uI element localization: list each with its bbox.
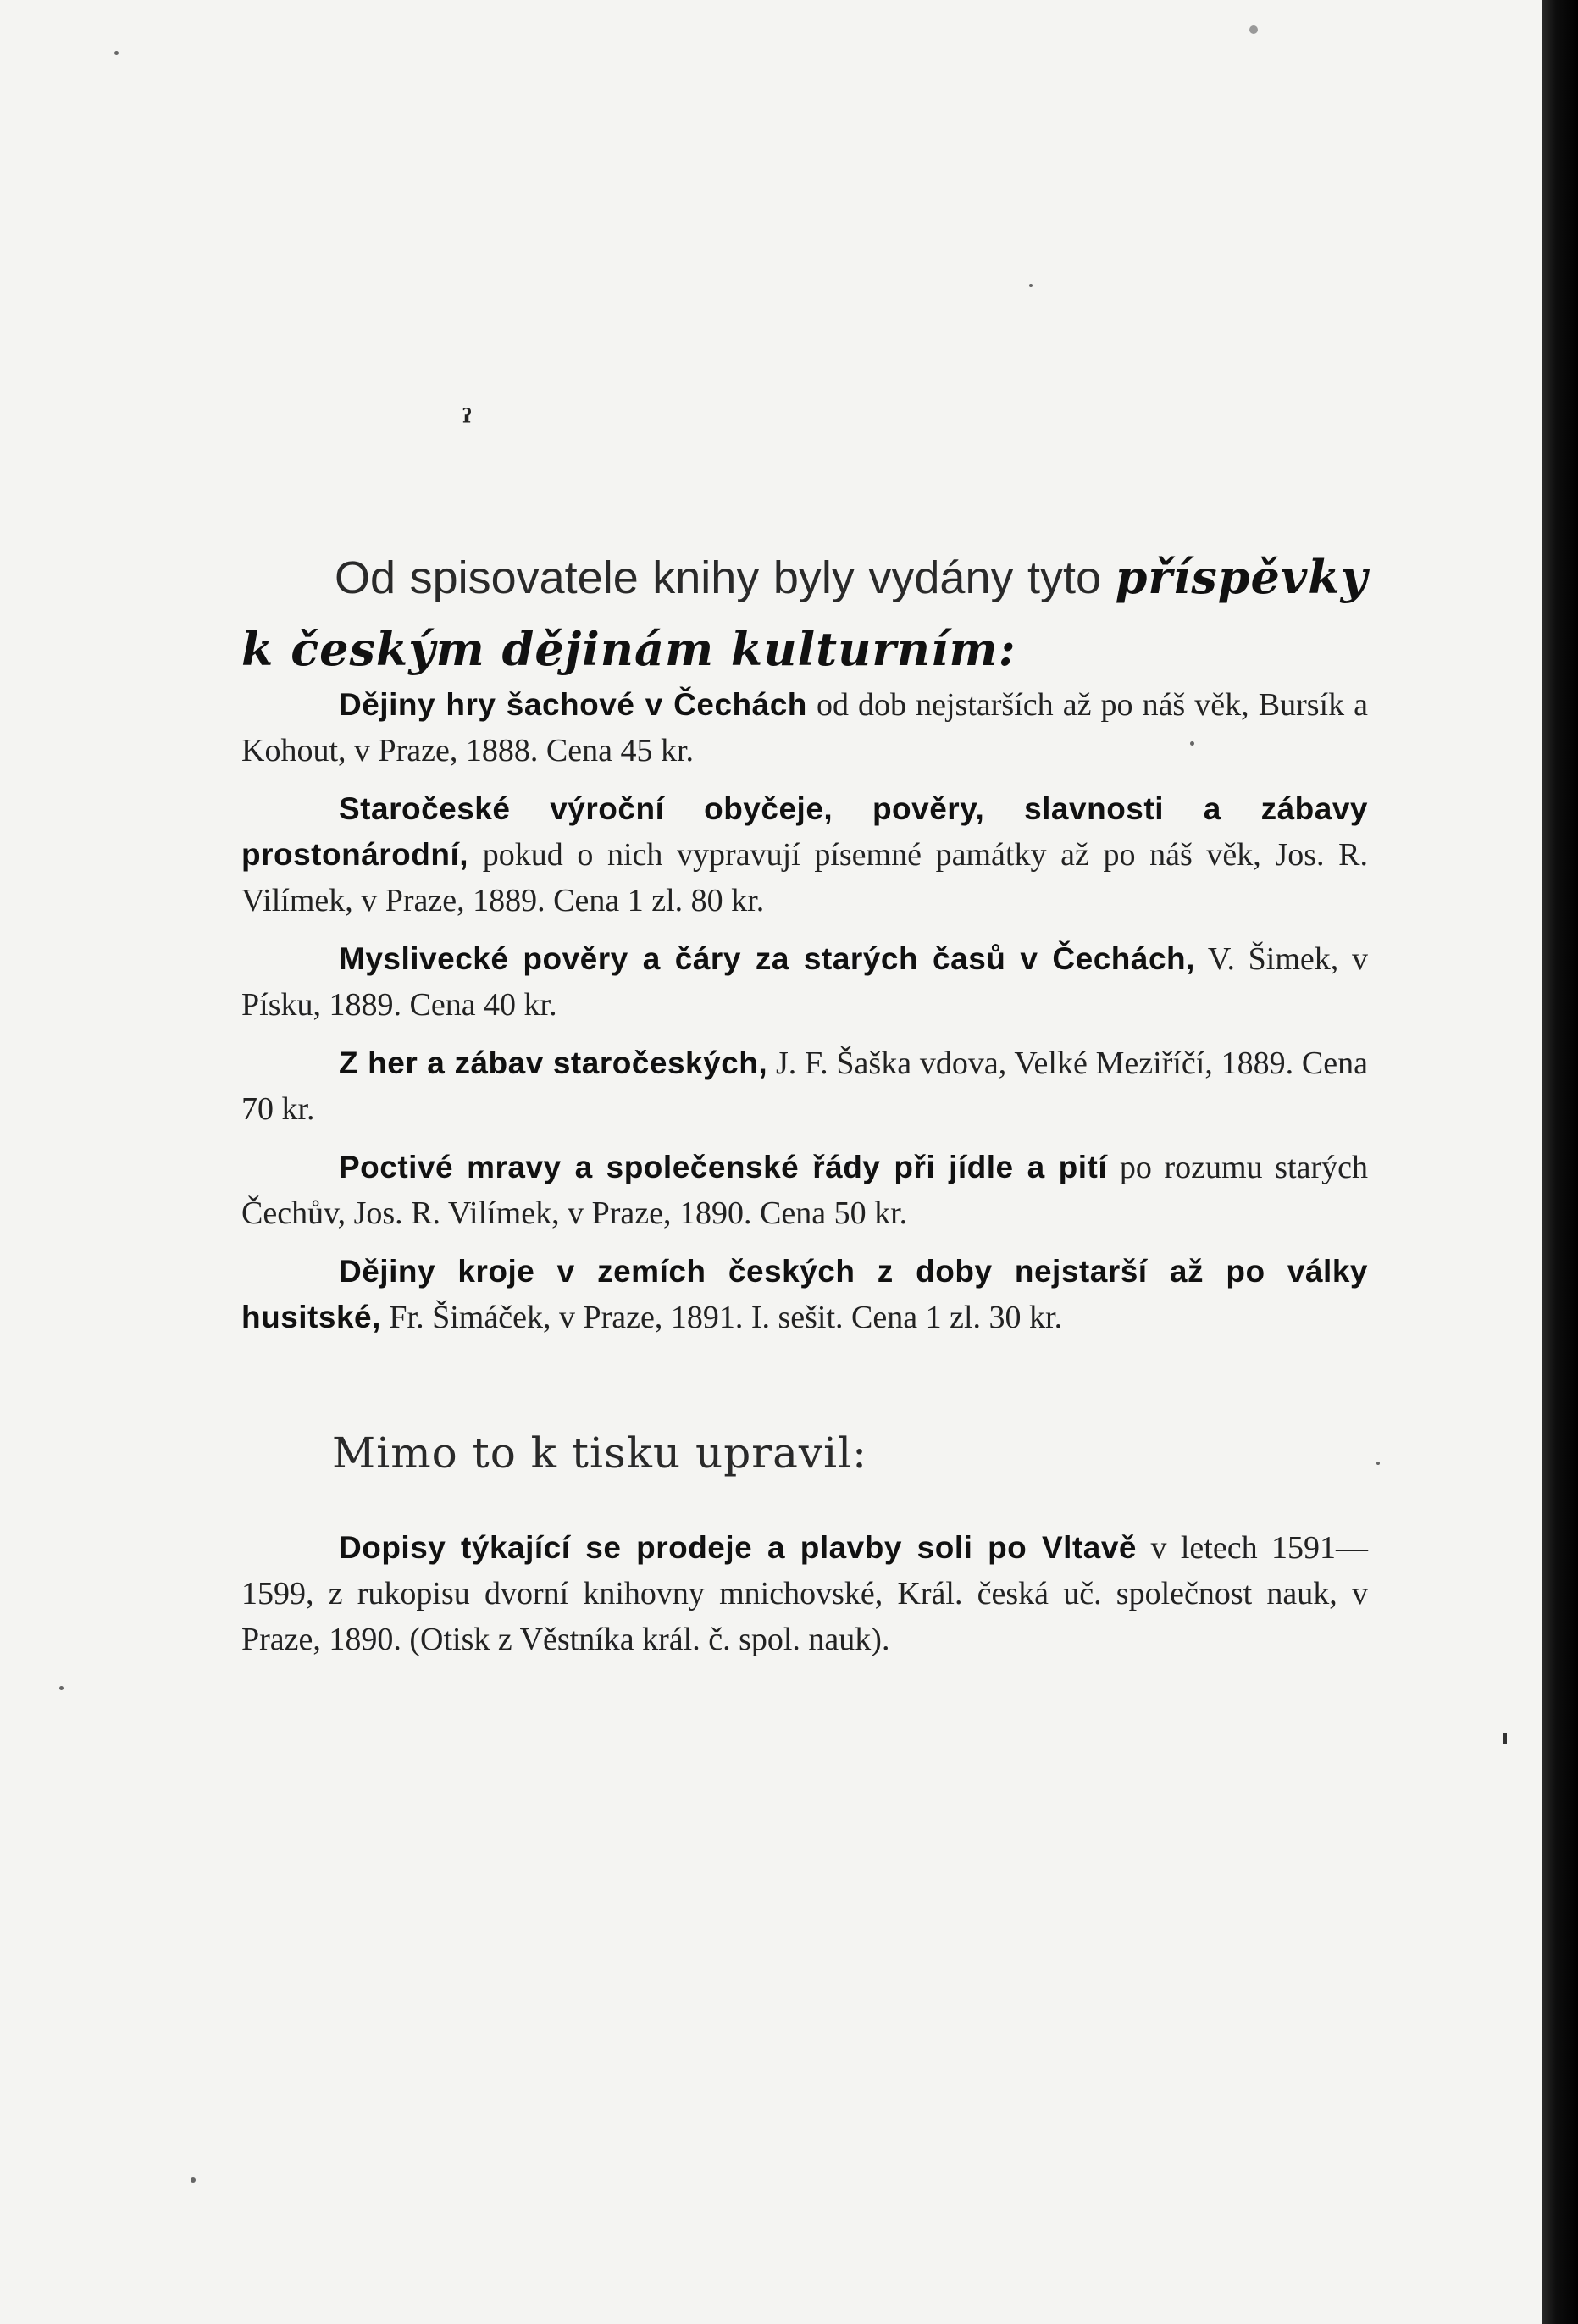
paper-speck (1029, 284, 1033, 287)
publication-entry (241, 1145, 1368, 1236)
paper-speck (1249, 25, 1258, 34)
paper-speck (114, 51, 119, 55)
publication-entry (241, 936, 1368, 1028)
publication-entry (241, 1040, 1368, 1132)
publication-entry (241, 1525, 1368, 1662)
intro-paragraph (241, 541, 1368, 685)
paper-speck (1376, 1462, 1380, 1465)
publication-details: v letech 1591—1599, z rukopisu dvorní knihovny mnichovské, Král. česká uč. společnost nauk, v Praze, 1890. (Otisk z Věstníka král. č. spol. nauk). (241, 1530, 1369, 1657)
publication-title: Z her a zábav staročeských, (339, 1046, 768, 1080)
paper-speck (191, 2177, 196, 2183)
publication-details: po rozumu starých Čechův, Jos. R. Vilímek, v Praze, 1890. Cena 50 kr. (241, 1150, 1369, 1231)
stray-ink-mark: ˀ (462, 402, 473, 442)
publication-entry (241, 682, 1368, 774)
publication-details: J. F. Šaška vdova, Velké Meziříčí, 1889. Cena 70 kr. (241, 1046, 1368, 1127)
scan-dark-edge (1542, 0, 1578, 2324)
publications-list (241, 682, 1368, 1353)
publication-entry (241, 786, 1368, 923)
publication-details: od dob nejstarších až po náš věk, Bursík a Kohout, v Praze, 1888. Cena 45 kr. (241, 687, 1369, 768)
intro-emphasis: příspěvky k českým dějinám kulturním: (241, 550, 1368, 676)
publication-title: Poctivé mravy a společenské řády při jídle a pití (339, 1150, 1108, 1184)
intro-text: Od spisovatele knihy byly vydány tyto (335, 552, 1116, 603)
publication-title: Myslivecké pověry a čáry za starých časů v Čechách, (339, 941, 1195, 976)
edited-publications-list (241, 1525, 1368, 1675)
publication-title: Staročeské výroční obyčeje, pověry, slavnosti a zábavy prostonárodní, (241, 791, 1368, 872)
publication-title: Dějiny hry šachové v Čechách (339, 687, 807, 722)
section-heading: Mimo to k tisku upravil: (332, 1428, 868, 1478)
paper-speck (1503, 1733, 1507, 1744)
publication-details: Fr. Šimáček, v Praze, 1891. I. sešit. Cena 1 zl. 30 kr. (380, 1300, 1063, 1335)
publication-title: Dějiny kroje v zemích českých z doby nejstarší až po války husitské, (241, 1254, 1368, 1334)
publication-title: Dopisy týkající se prodeje a plavby soli po Vltavě (339, 1530, 1138, 1565)
publication-details: V. Šimek, v Písku, 1889. Cena 40 kr. (241, 941, 1368, 1023)
publication-entry (241, 1249, 1368, 1340)
paper-speck (59, 1686, 64, 1690)
publication-details: pokud o nich vypravují písemné památky až po náš věk, Jos. R. Vilímek, v Praze, 1889. Cena 1 zl. 80 kr. (241, 837, 1368, 918)
